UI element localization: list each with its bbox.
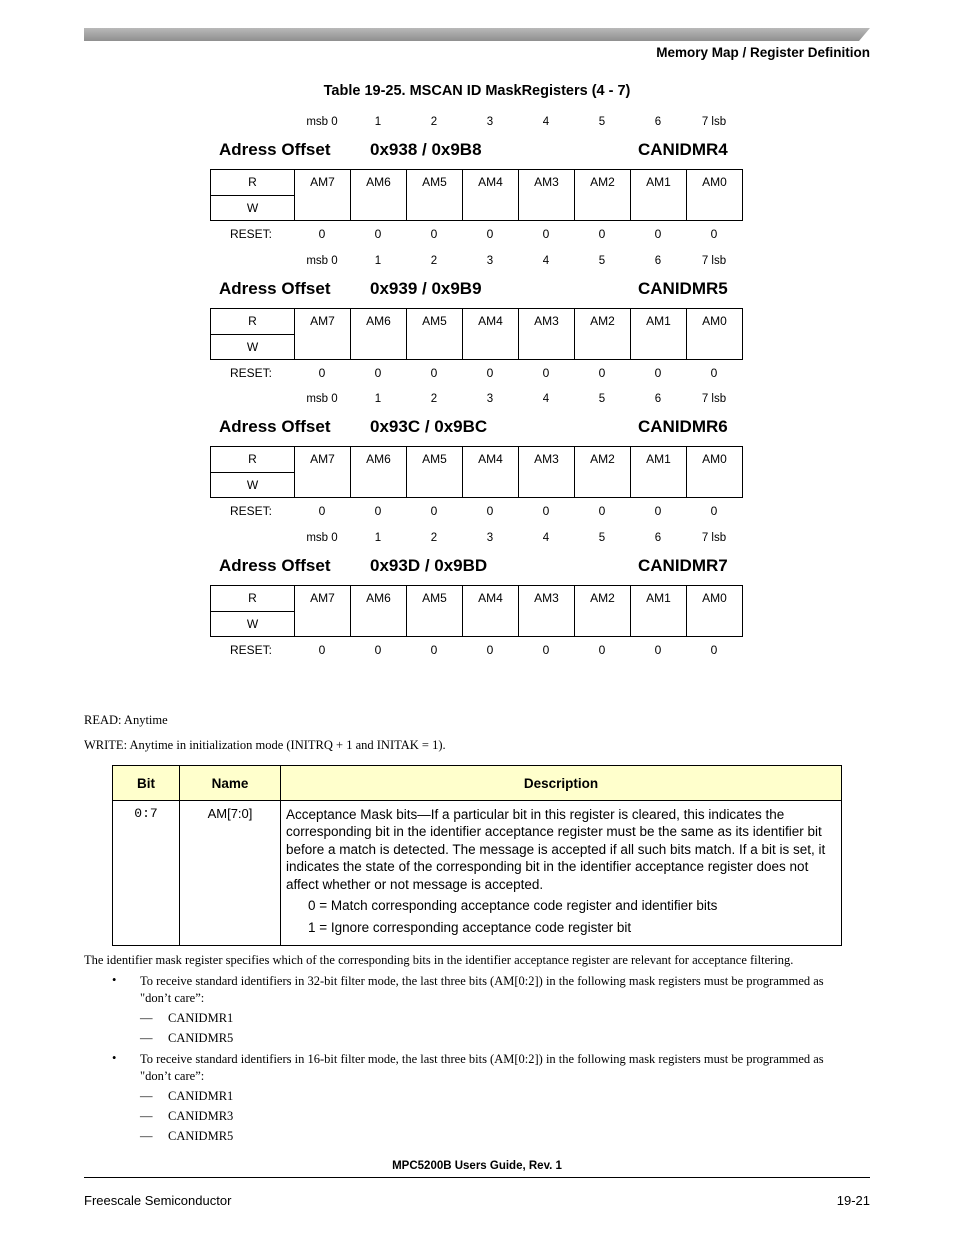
write-row-label: W [211,196,295,221]
list-item: CANIDMR3 [168,1109,234,1123]
write-row-label: W [211,473,295,498]
reset-value: 0 [710,643,718,657]
register-bitfield [210,169,743,221]
reset-label: RESET: [230,227,273,241]
read-row-label: R [211,586,295,612]
reset-value: 0 [710,366,718,380]
bit-field: AM5 [406,586,462,636]
reset-label: RESET: [230,366,273,380]
bit-field: AM7 [294,586,350,636]
bit-number: 3 [486,532,494,544]
register-block-canidmr6 [0,393,954,533]
value-1-text: 1 = Ignore corresponding acceptance code register bit [308,920,632,936]
bit-field: AM6 [350,170,406,220]
header-bit: Bit [113,766,180,801]
reset-value: 0 [486,366,494,380]
reset-value: 0 [486,643,494,657]
register-bitfield [210,446,743,498]
reset-value: 0 [598,504,606,518]
bit-number: 7 lsb [701,255,727,267]
offset-value: 0x938 / 0x9B8 [370,140,482,159]
reset-value: 0 [654,227,662,241]
cell-name: AM[7:0] [180,801,281,946]
reset-value: 0 [486,227,494,241]
register-block-canidmr4 [0,116,954,256]
bit-field: AM0 [686,170,742,220]
dash-marker: — [140,1089,153,1103]
write-row-label: W [211,335,295,360]
bit-field: AM2 [574,170,630,220]
bit-field: AM3 [518,586,574,636]
bit-field: AM4 [462,586,518,636]
bit-number: 7 lsb [701,532,727,544]
footer-title: MPC5200B Users Guide, Rev. 1 [392,1160,562,1172]
reset-value: 0 [318,504,326,518]
bit-number: msb 0 [306,116,338,128]
reset-label: RESET: [230,504,273,518]
bit-number: 3 [486,255,494,267]
bit-number: 4 [542,532,550,544]
bit-number: 1 [374,393,382,405]
bit-number: 2 [430,532,438,544]
footer-divider [84,1177,870,1178]
offset-value: 0x93C / 0x9BC [370,417,488,436]
list-item: CANIDMR1 [168,1011,234,1025]
list-item: CANIDMR1 [168,1089,234,1103]
header-name: Name [180,766,281,801]
offset-label: Adress Offset [219,556,331,575]
register-name: CANIDMR7 [638,556,728,575]
reset-value: 0 [598,643,606,657]
reset-value: 0 [598,366,606,380]
read-row-label: R [211,309,295,335]
bit-field: AM3 [518,309,574,359]
read-row-label: R [211,170,295,196]
offset-label: Adress Offset [219,417,331,436]
reset-value: 0 [318,643,326,657]
bit-field: AM1 [630,309,686,359]
bit-field: AM2 [574,309,630,359]
bit-field: AM5 [406,447,462,497]
reset-value: 0 [430,504,438,518]
bit-number: 3 [486,116,494,128]
bit-number: 2 [430,255,438,267]
reset-value: 0 [374,366,382,380]
reset-value: 0 [542,366,550,380]
table-title: Table 19-25. MSCAN ID MaskRegisters (4 - 7) [323,83,631,99]
header-bar [84,28,870,41]
bit-number: 5 [598,393,606,405]
bit-number: msb 0 [306,255,338,267]
bit-field: AM0 [686,586,742,636]
bit-number: 4 [542,393,550,405]
bit-field: AM3 [518,447,574,497]
bit-field: AM7 [294,309,350,359]
reset-value: 0 [374,504,382,518]
bit-number: 5 [598,532,606,544]
reset-label: RESET: [230,643,273,657]
reset-value: 0 [542,643,550,657]
reset-value: 0 [486,504,494,518]
page-number: 19-21 [836,1193,870,1208]
reset-value: 0 [710,227,718,241]
bit-field: AM0 [686,447,742,497]
bit-number: 2 [430,393,438,405]
reset-value: 0 [542,504,550,518]
bit-number: 3 [486,393,494,405]
dash-marker: — [140,1031,153,1045]
bullet-1-text: To receive standard identifiers in 32-bit filter mode, the last three bits (AM[0:2]) in the following mask registers must be programmed as "don’t care”: [140,974,824,1005]
offset-label: Adress Offset [219,279,331,298]
bit-field: AM5 [406,170,462,220]
bit-field: AM1 [630,447,686,497]
bit-number: 6 [654,255,662,267]
reset-value: 0 [430,227,438,241]
dash-marker: — [140,1129,153,1143]
bit-number: 7 lsb [701,116,727,128]
write-access: WRITE: Anytime in initialization mode (INITRQ + 1 and INITAK = 1). [84,738,446,752]
intro-paragraph: The identifier mask register specifies which of the corresponding bits in the identifier acceptance register are relevant for acceptance filtering. [84,953,794,967]
offset-label: Adress Offset [219,140,331,159]
bit-number: 1 [374,532,382,544]
reset-value: 0 [318,227,326,241]
reset-value: 0 [710,504,718,518]
cell-bit: 0:7 [113,801,180,946]
bit-field: AM6 [350,309,406,359]
dash-marker: — [140,1011,153,1025]
bit-field: AM5 [406,309,462,359]
field-description-table [112,765,842,946]
reset-value: 0 [430,643,438,657]
bullet-marker: • [112,1051,117,1065]
bit-field: AM4 [462,309,518,359]
bit-number: 4 [542,116,550,128]
bit-field: AM4 [462,447,518,497]
bit-field: AM0 [686,309,742,359]
bullet-marker: • [112,973,117,987]
register-name: CANIDMR4 [638,140,728,159]
bit-number: 6 [654,116,662,128]
register-bitfield [210,308,743,360]
bit-number: 5 [598,116,606,128]
bit-number: msb 0 [306,393,338,405]
bit-number: 6 [654,393,662,405]
cell-description [281,801,842,946]
register-name: CANIDMR5 [638,279,728,298]
offset-value: 0x939 / 0x9B9 [370,279,482,298]
reset-value: 0 [318,366,326,380]
reset-value: 0 [654,366,662,380]
reset-value: 0 [430,366,438,380]
reset-value: 0 [654,504,662,518]
header-description: Description [281,766,842,801]
list-item: CANIDMR5 [168,1031,234,1045]
register-block-canidmr7 [0,532,954,672]
bit-number: 1 [374,255,382,267]
table-row [113,801,842,946]
bit-number: 4 [542,255,550,267]
section-title: Memory Map / Register Definition [656,45,870,60]
list-item: CANIDMR5 [168,1129,234,1143]
offset-value: 0x93D / 0x9BD [370,556,488,575]
bit-field: AM7 [294,447,350,497]
bit-field: AM3 [518,170,574,220]
bit-field: AM4 [462,170,518,220]
bit-field: AM1 [630,586,686,636]
bit-field: AM6 [350,586,406,636]
bit-field: AM6 [350,447,406,497]
dash-marker: — [140,1109,153,1123]
register-block-canidmr5 [0,255,954,395]
bullet-2-text: To receive standard identifiers in 16-bit filter mode, the last three bits (AM[0:2]) in the following mask registers must be programmed as "don’t care”: [140,1052,824,1083]
reset-value: 0 [374,227,382,241]
description-text: Acceptance Mask bits—If a particular bit in this register is cleared, this indicates the corresponding bit in the identifier acceptance register must be the same as its identifier bit before a match is detected. The message is accepted if all such bits match. If a bit is set, it indicates the state of the corresponding bit in the identifier acceptance register does not affect whether or not message is accepted. [286,807,826,892]
reset-value: 0 [374,643,382,657]
bit-field: AM7 [294,170,350,220]
bit-field: AM2 [574,447,630,497]
bit-field: AM1 [630,170,686,220]
bit-number: 6 [654,532,662,544]
write-row-label: W [211,612,295,637]
bit-number: 5 [598,255,606,267]
read-access: READ: Anytime [84,713,168,727]
register-name: CANIDMR6 [638,417,728,436]
bit-number: msb 0 [306,532,338,544]
bit-number: 7 lsb [701,393,727,405]
register-bitfield [210,585,743,637]
bit-field: AM2 [574,586,630,636]
read-row-label: R [211,447,295,473]
reset-value: 0 [542,227,550,241]
value-0-text: 0 = Match corresponding acceptance code register and identifier bits [308,898,718,914]
footer-company: Freescale Semiconductor [84,1193,232,1208]
reset-value: 0 [654,643,662,657]
reset-value: 0 [598,227,606,241]
bit-number: 2 [430,116,438,128]
bit-number: 1 [374,116,382,128]
